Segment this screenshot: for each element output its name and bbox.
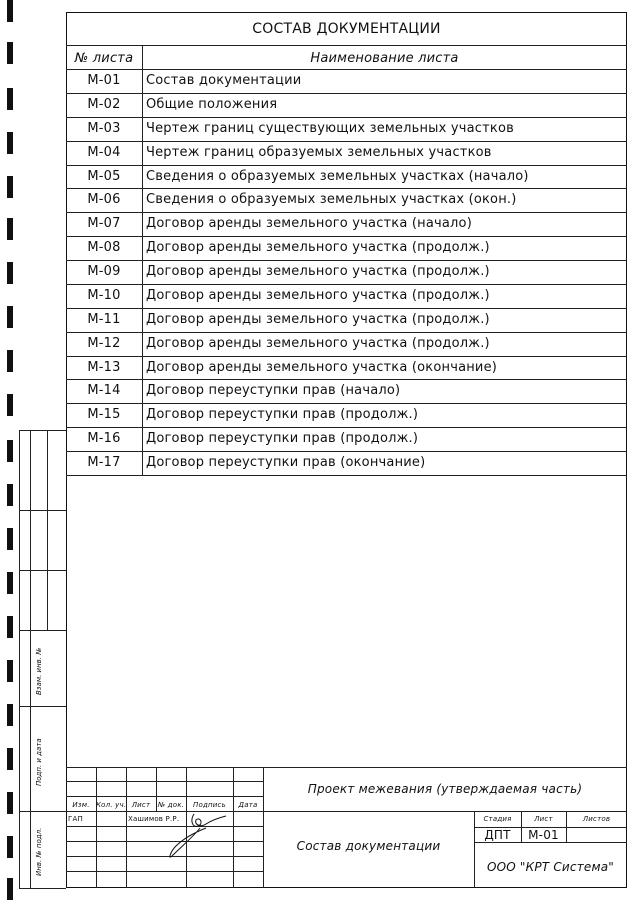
binding-mark <box>7 528 13 550</box>
sheet-number: М-09 <box>87 264 121 280</box>
doc-title: СОСТАВ ДОКУМЕНТАЦИИ <box>252 21 441 37</box>
row-rule <box>66 379 627 380</box>
binding-mark <box>7 440 13 462</box>
stamp-rule <box>66 781 263 782</box>
side-rule <box>19 430 66 431</box>
sheet-name: Договор переуступки прав (продолж.) <box>146 431 419 447</box>
side-border <box>19 430 20 888</box>
binding-mark <box>7 132 13 154</box>
binding-mark <box>7 572 13 594</box>
binding-mark <box>7 748 13 770</box>
project-name: Проект межевания (утверждаемая часть) <box>307 782 583 796</box>
binding-mark <box>7 704 13 726</box>
binding-mark <box>7 394 13 416</box>
podpis-header: Подпись <box>193 801 226 809</box>
sheet-number: М-01 <box>87 73 121 88</box>
side-rule <box>19 888 66 889</box>
sheet-number: М-12 <box>87 335 121 351</box>
sheet-name: Договор переуступки прав (продолж.) <box>146 407 419 423</box>
sheet-name: Договор переуступки прав (начало) <box>146 383 401 399</box>
row-rule <box>66 188 627 189</box>
binding-mark <box>7 88 13 110</box>
stamp-rule <box>66 796 263 797</box>
list-value: М-01 <box>528 828 559 842</box>
sheet-number: М-11 <box>87 311 121 327</box>
sheet-number: М-05 <box>87 168 121 184</box>
binding-mark <box>7 350 13 372</box>
drawing-frame <box>66 12 627 888</box>
podp-data-label: Подп. и дата <box>35 738 43 786</box>
binding-mark <box>7 484 13 506</box>
row-rule <box>66 260 627 261</box>
side-rule <box>19 510 66 511</box>
binding-mark <box>7 0 13 22</box>
sheet-name: Договор аренды земельного участка (продолж.) <box>146 240 490 256</box>
binding-mark <box>7 836 13 858</box>
stadia-value: ДПТ <box>484 828 511 842</box>
signature-drawing <box>160 806 240 862</box>
stamp-rule <box>474 842 627 843</box>
row-rule <box>66 332 627 333</box>
sheet-number: М-04 <box>87 144 121 160</box>
company-name: ООО "КРТ Система" <box>486 860 615 874</box>
sheet-number: М-08 <box>87 240 121 256</box>
binding-mark <box>7 42 13 64</box>
sheet-title: Состав документации <box>296 839 441 853</box>
stamp-col <box>126 767 127 888</box>
header-rule <box>66 69 627 70</box>
binding-mark <box>7 218 13 240</box>
sheet-number: М-10 <box>87 287 121 303</box>
sheet-number: М-16 <box>87 431 121 447</box>
binding-mark <box>7 176 13 198</box>
sheet-name: Чертеж границ существующих земельных участков <box>146 120 514 136</box>
sheet-name: Договор аренды земельного участка (продолж.) <box>146 287 490 303</box>
stamp-top-rule <box>66 767 627 768</box>
listov-label: Листов <box>582 815 611 823</box>
side-rule <box>19 570 66 571</box>
person-name: Хашимов Р.Р. <box>128 815 180 823</box>
role-gap: ГАП <box>68 815 83 823</box>
stadia-label: Стадия <box>483 815 512 823</box>
sheet-name: Договор переуступки прав (окончание) <box>146 455 426 471</box>
side-rule <box>19 630 66 631</box>
row-rule <box>66 93 627 94</box>
inv-podl-label: Инв. № подл. <box>35 827 43 876</box>
sheet-name: Договор аренды земельного участка (окончание) <box>146 359 498 375</box>
row-rule <box>66 117 627 118</box>
sheet-number: М-02 <box>87 96 121 112</box>
row-rule <box>66 284 627 285</box>
sheet-number: М-15 <box>87 407 121 423</box>
sheet-number: М-17 <box>87 455 121 471</box>
row-rule <box>66 451 627 452</box>
sheet-name: Сведения о образуемых земельных участках (окон.) <box>146 192 517 208</box>
sheet-name: Состав документации <box>146 73 302 88</box>
stamp-mid-rule <box>263 811 627 812</box>
sheet-name: Чертеж границ образуемых земельных участков <box>146 144 492 160</box>
vzam-inv-label: Взам. инв. № <box>35 647 43 695</box>
list-header: Лист <box>131 801 151 809</box>
kol-uch-header: Кол. уч. <box>96 801 127 809</box>
row-rule <box>66 308 627 309</box>
row-rule <box>66 427 627 428</box>
row-rule <box>66 212 627 213</box>
side-divider <box>30 630 31 888</box>
data-header: Дата <box>238 801 258 809</box>
side-rule <box>19 811 66 812</box>
row-rule <box>66 356 627 357</box>
sheet-name: Договор аренды земельного участка (продолж.) <box>146 311 490 327</box>
title-rule <box>66 45 627 46</box>
binding-mark <box>7 262 13 284</box>
sheet-number: М-14 <box>87 383 121 399</box>
side-rule <box>19 706 66 707</box>
izm-header: Изм. <box>72 801 90 809</box>
row-rule <box>66 141 627 142</box>
sheet-name: Договор аренды земельного участка (продолж.) <box>146 335 490 351</box>
binding-mark <box>7 878 13 900</box>
col-num-header: № листа <box>74 51 134 66</box>
binding-mark <box>7 616 13 638</box>
stamp-col <box>96 811 97 888</box>
ndok-header: № док. <box>157 801 185 809</box>
side-divider <box>47 430 48 630</box>
row-rule <box>66 403 627 404</box>
sheet-name: Договор аренды земельного участка (начало) <box>146 216 472 232</box>
sheet-number: М-13 <box>87 359 121 375</box>
list-label: Лист <box>534 815 553 823</box>
sheet-name: Сведения о образуемых земельных участках (начало) <box>146 168 529 184</box>
side-divider <box>30 430 31 630</box>
binding-mark <box>7 792 13 814</box>
sheet-number: М-06 <box>87 192 121 208</box>
binding-mark <box>7 306 13 328</box>
row-rule <box>66 236 627 237</box>
stamp-rule <box>66 871 263 872</box>
sheet-name: Общие положения <box>146 96 278 112</box>
table-bottom-rule <box>66 475 627 476</box>
col-name-header: Наименование листа <box>310 51 459 66</box>
sheet-number: М-03 <box>87 120 121 136</box>
sheet-number: М-07 <box>87 216 121 232</box>
sheet-name: Договор аренды земельного участка (продолж.) <box>146 264 490 280</box>
row-rule <box>66 165 627 166</box>
binding-mark <box>7 660 13 682</box>
